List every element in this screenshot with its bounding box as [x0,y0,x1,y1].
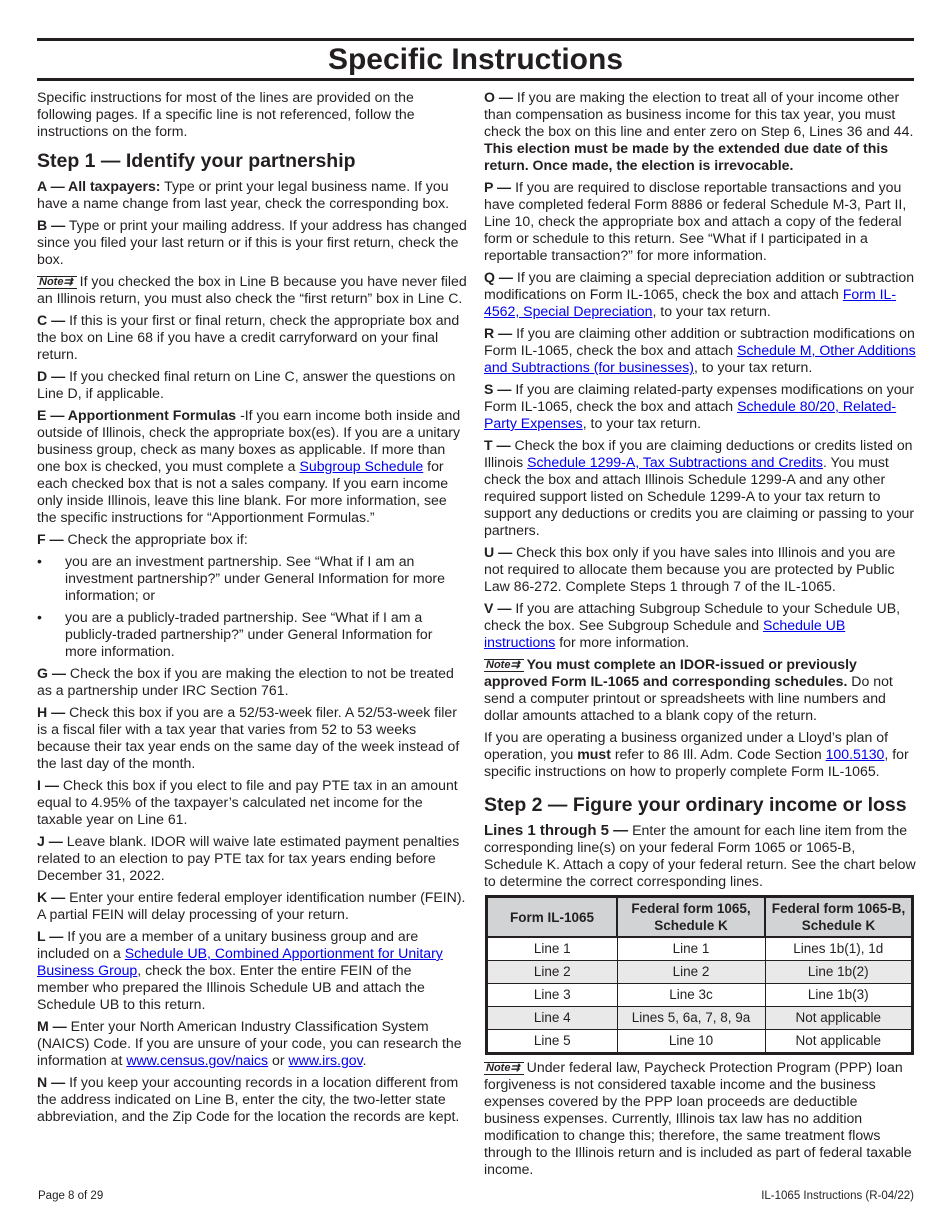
line-s-label: S — [484,381,512,397]
line-d-label: D — [37,368,66,384]
line-m-label: M — [37,1018,67,1034]
line-v: V — If you are attaching Subgroup Schedule to your Schedule UB, check the box. See Subgroup Schedule and Schedule UB instructions for more information. [484,600,901,650]
table-header: Form IL-1065 [487,897,618,938]
line-h-label: H — [37,704,66,720]
subgroup-schedule-link[interactable]: Subgroup Schedule [299,458,424,474]
line-e-label: E — Apportionment Formulas [37,407,237,423]
table-row: Line 2 Line 2 Line 1b(2) [487,961,913,984]
line-p: P — If you are required to disclose reportable transactions and you have completed federal Form 8886 or federal Schedule M-3, Part II, Line 10, check the appropriate box and attach a copy of the federal form or schedule to this return. See “What if I participated in a reportable transaction?” for more information. [484,179,907,263]
line-q-label: Q — [484,269,513,285]
line-j-label: J — [37,833,63,849]
line-t: T — Check the box if you are claiming deductions or credits listed on Illinois Schedule 1299-A, Tax Subtractions and Credits. You must check the box and attach Illinois Schedule 1299-A and any other required support listed on Schedule 1299-A to your tax return to support any deductions or credits you are claiming or passing to your partners. [484,437,915,538]
lines-1-5: Lines 1 through 5 — Enter the amount for each line item from the corresponding line(s) on your federal Form 1065 or 1065-B, Schedule K. Attach a copy of your federal return. See the chart below to determine the correct corresponding lines. [484,822,916,889]
line-f-text: Check the appropriate box if: [63,531,248,547]
line-n: N — If you keep your accounting records in a location different from the address indicated on Line B, enter the city, the two-letter state abbreviation, and the Zip Code for the location the records are kept. [37,1074,460,1124]
table-row: Line 3 Line 3c Line 1b(3) [487,984,913,1007]
line-l-label: L — [37,928,64,944]
note-icon: Note⇉ [37,276,77,289]
note-icon: Note⇉ [484,659,524,672]
line-d-text: If you checked final return on Line C, answer the questions on Line D, if applicable. [37,368,456,401]
table-header: Federal form 1065, Schedule K [617,897,765,938]
line-e: E — Apportionment Formulas -If you earn income both inside and outside of Illinois, check the appropriate box(es). If you are a unitary business group, check as many boxes as applicable. If more than one box is checked, you must complete a Subgroup Schedule for each checked box that is not a sales company. If you earn income only inside Illinois, leave this line blank. For more information, see the specific instructions for “Apportionment Formulas.” [37,407,461,525]
intro-paragraph: Specific instructions for most of the lines are provided on the following pages. If a specific line is not referenced, follow the instructions on the form. [37,89,415,139]
note-line-v: Note⇉ You must complete an IDOR-issued or previously approved Form IL-1065 and corresponding schedules. Do not send a computer printout or spreadsheets with line numbers and dollar amounts attached to a blank copy of the return. [484,656,893,723]
table-row: Line 1 Line 1 Lines 1b(1), 1d [487,937,913,961]
line-a-text: Type or print your legal business name. If you have a name change from last year, check the corresponding box. [37,178,450,211]
line-c-label: C — [37,312,66,328]
schedule-m-link[interactable]: Schedule M, Other Additions and Subtractions (for businesses) [484,342,916,375]
line-r-label: R — [484,325,513,341]
form-il-4562-link[interactable]: Form IL-4562, Special Depreciation [484,286,897,319]
irs-gov-link[interactable]: www.irs.gov [288,1052,363,1068]
page-number: Page 8 of 29 [38,1190,104,1202]
line-h: H — Check this box if you are a 52/53-week filer. A 52/53-week filer is a fiscal filer with a tax year that varies from 52 to 53 weeks because their tax year ends on the same day of the week instead of the last day of the month. [37,704,460,771]
schedule-ub-instructions-link[interactable]: Schedule UB instructions [484,617,846,650]
line-a [37,178,467,212]
list-item: • you are a publicly-traded partnership. See “What if I am a publicly-traded partnership?” under General Information for more information. [37,609,467,660]
line-u: U — Check this box only if you have sales into Illinois and you are not required to allocate them because you are protected by Public Law 86-272. Complete Steps 1 through 7 of the IL-1065. [484,544,896,594]
line-f [37,531,467,548]
page-title: Specific Instructions [327,43,624,76]
line-f-bullets [37,553,467,660]
left-column [37,89,467,1130]
list-item: • you are an investment partnership. See “What if I am an investment partnership?” under General Information for more information; or [37,553,467,604]
line-c-text: If this is your first or final return, check the appropriate box and the box on Line 68 if you have a credit carryforward on your final return. [37,312,460,362]
note-line-v-bold: You must complete an IDOR-issued or previously approved Form IL-1065 and corresponding schedules. [484,656,857,689]
table-row: Line 5 Line 10 Not applicable [487,1030,913,1054]
lines-1-5-label: Lines 1 through 5 — [484,822,629,839]
line-n-label: N — [37,1074,66,1090]
title-rule [37,78,914,81]
note-icon: Note⇉ [484,1062,524,1075]
line-l: L — If you are a member of a unitary business group and are included on a Schedule UB, Combined Apportionment for Unitary Business Group, check the box. Enter the entire FEIN of the member who prepared the Illinois Schedule UB and attach the Schedule UB to this return. [37,928,443,1012]
line-b-text: Type or print your mailing address. If your address has changed since you filed your last return or if this is your first return, check the box. [37,217,467,267]
line-o: O — If you are making the election to treat all of your income other than compensation as business income for this tax year, you must check the box on this line and enter zero on Step 6, Lines 36 and 44. This election must be made by the extended due date of this return. Once made, the election is irrevocable. [484,89,914,173]
note-ppp: Note⇉ Under federal law, Paycheck Protection Program (PPP) loan forgiveness is not considered taxable income and the business expenses covered by the PPP loan proceeds are deductible business expenses. Currently, Illinois tax law has no addition modification to change this; therefore, the same treatment flows through to the Illinois return and is included as part of federal taxable income. [484,1059,912,1177]
line-d [37,368,467,402]
table-row: Line 4 Lines 5, 6a, 7, 8, 9a Not applicable [487,1007,913,1030]
line-q: Q — If you are claiming a special depreciation addition or subtraction modifications on Form IL-1065, check the box and attach Form IL-4562, Special Depreciation, to your tax return. [484,269,915,319]
lloyds-paragraph: If you are operating a business organized under a Lloyd’s plan of operation, you must refer to 86 Ill. Adm. Code Section 100.5130, for specific instructions on how to properly complete Form IL-1065. [484,729,909,779]
line-t-label: T — [484,437,511,453]
table-header: Federal form 1065-B, Schedule K [765,897,913,938]
line-g-label: G — [37,665,66,681]
line-a-label: A — All taxpayers: [37,178,161,194]
line-b-label: B — [37,217,66,233]
line-j: J — Leave blank. IDOR will waive late estimated payment penalties related to an election to pay PTE tax for tax years ending before December 31, 2022. [37,833,460,883]
step1-heading: Step 1 — Identify your partnership [37,150,356,172]
schedule-80-20-link[interactable]: Schedule 80/20, Related-Party Expenses [484,398,897,431]
schedule-ub-link[interactable]: Schedule UB, Combined Apportionment for Unitary Business Group [37,945,443,978]
line-o-warning: This election must be made by the extended due date of this return. Once made, the election is irrevocable. [484,140,889,173]
top-rule [37,38,914,41]
line-s: S — If you are claiming related-party expenses modifications on your Form IL-1065, check the box and attach Schedule 80/20, Related-Party Expenses, to your tax return. [484,381,915,431]
line-i-label: I — [37,777,59,793]
line-f-label: F — [37,531,64,547]
line-b [37,217,467,268]
line-c [37,312,467,363]
line-i: I — Check this box if you elect to file and pay PTE tax in an amount equal to 4.95% of the taxpayer’s calculated net income for the taxable year on Line 61. [37,777,458,827]
line-o-label: O — [484,89,513,105]
line-r: R — If you are claiming other addition or subtraction modifications on Form IL-1065, check the box and attach Schedule M, Other Additions and Subtractions (for businesses), to your tax return. [484,325,916,375]
line-g: G — Check the box if you are making the election to not be treated as a partnership under IRC Section 761. [37,665,454,698]
step2-heading: Step 2 — Figure your ordinary income or loss [484,794,907,816]
line-v-label: V — [484,600,512,616]
section-100-5130-link[interactable]: 100.5130 [825,746,885,762]
line-correspondence-table [485,895,914,1055]
note-line-b [37,273,467,307]
line-u-label: U — [484,544,513,560]
census-naics-link[interactable]: www.census.gov/naics [126,1052,269,1068]
right-column [484,89,916,1183]
schedule-1299-a-link[interactable]: Schedule 1299-A, Tax Subtractions and Credits [527,454,823,470]
line-p-label: P — [484,179,512,195]
line-e-text: -If you earn income both inside and outside of Illinois, check the appropriate box(es). If you are a unitary business group, check as many boxes as applicable. If more than one box is checked, you must complete a [37,407,461,474]
line-k: K — Enter your entire federal employer identification number (FEIN). A partial FEIN will delay processing of your return. [37,889,466,922]
line-k-label: K — [37,889,66,905]
note-line-b-text: If you checked the box in Line B because you have never filed an Illinois return, you must also check the “first return” box in Line C. [37,273,467,306]
form-revision: IL-1065 Instructions (R-04/22) [761,1190,914,1202]
line-m: M — Enter your North American Industry Classification System (NAICS) Code. If you are unsure of your code, you can research the information at www.census.gov/naics or www.irs.gov. [37,1018,462,1068]
